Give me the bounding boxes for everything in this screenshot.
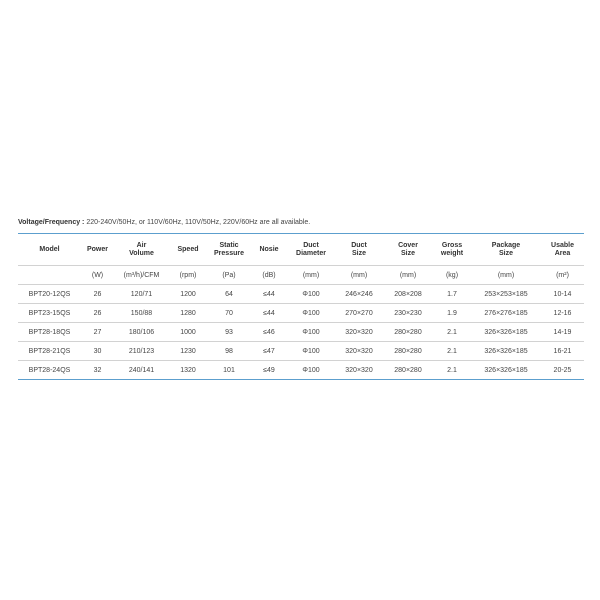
- table-cell: 208×208: [383, 285, 433, 304]
- unit-cell: (rpm): [169, 266, 207, 285]
- table-cell: 64: [207, 285, 251, 304]
- table-cell: 326×326×185: [471, 323, 541, 342]
- table-cell: 326×326×185: [471, 361, 541, 380]
- model-cell: BPT20-12QS: [18, 285, 81, 304]
- table-cell: Φ100: [287, 304, 335, 323]
- unit-cell: (mm): [287, 266, 335, 285]
- table-cell: 1320: [169, 361, 207, 380]
- table-cell: 2.1: [433, 361, 471, 380]
- units-row: [18, 266, 584, 285]
- model-cell: BPT23-15QS: [18, 304, 81, 323]
- voltage-frequency-label: Voltage/Frequency :: [18, 219, 85, 226]
- header-speed: Speed: [169, 234, 207, 266]
- table-cell: 326×326×185: [471, 342, 541, 361]
- header-noise: Nosie: [251, 234, 287, 266]
- table-cell: 253×253×185: [471, 285, 541, 304]
- table-cell: 14-19: [541, 323, 584, 342]
- table-cell: 1000: [169, 323, 207, 342]
- table-cell: 93: [207, 323, 251, 342]
- table-cell: 270×270: [335, 304, 383, 323]
- table-cell: 101: [207, 361, 251, 380]
- table-cell: 320×320: [335, 342, 383, 361]
- table-cell: 12-16: [541, 304, 584, 323]
- header-air-volume: Air Volume: [114, 234, 169, 266]
- table-cell: 246×246: [335, 285, 383, 304]
- table-cell: ≤46: [251, 323, 287, 342]
- table-cell: 10-14: [541, 285, 584, 304]
- table-cell: Φ100: [287, 285, 335, 304]
- table-cell: 180/106: [114, 323, 169, 342]
- model-cell: BPT28-18QS: [18, 323, 81, 342]
- table-cell: Φ100: [287, 323, 335, 342]
- table-cell: ≤44: [251, 285, 287, 304]
- table-cell: 70: [207, 304, 251, 323]
- unit-cell: (Pa): [207, 266, 251, 285]
- voltage-frequency-text: 220-240V/50Hz, or 110V/60Hz, 110V/50Hz, 220V/60Hz are all available.: [84, 219, 311, 226]
- spec-table: [18, 233, 584, 380]
- table-cell: Φ100: [287, 361, 335, 380]
- table-cell: 27: [81, 323, 114, 342]
- header-model: Model: [18, 234, 81, 266]
- unit-cell: (mm): [383, 266, 433, 285]
- table-cell: Φ100: [287, 342, 335, 361]
- table-cell: 230×230: [383, 304, 433, 323]
- table-cell: 1280: [169, 304, 207, 323]
- table-cell: 30: [81, 342, 114, 361]
- model-cell: BPT28-24QS: [18, 361, 81, 380]
- table-cell: ≤44: [251, 304, 287, 323]
- table-cell: 210/123: [114, 342, 169, 361]
- model-cell: BPT28-21QS: [18, 342, 81, 361]
- unit-cell: (dB): [251, 266, 287, 285]
- table-cell: 280×280: [383, 361, 433, 380]
- table-cell: 280×280: [383, 323, 433, 342]
- header-package-size: Package Size: [471, 234, 541, 266]
- table-cell: 120/71: [114, 285, 169, 304]
- table-cell: 2.1: [433, 323, 471, 342]
- table-row: [18, 304, 584, 323]
- table-cell: 1200: [169, 285, 207, 304]
- unit-cell: (m²): [541, 266, 584, 285]
- header-duct-size: Duct Size: [335, 234, 383, 266]
- unit-cell: (mm): [471, 266, 541, 285]
- table-row: [18, 285, 584, 304]
- table-cell: 1.7: [433, 285, 471, 304]
- header-static-pressure: Static Pressure: [207, 234, 251, 266]
- table-cell: 32: [81, 361, 114, 380]
- unit-cell: (m³/h)/CFM: [114, 266, 169, 285]
- header-duct-diameter: Duct Diameter: [287, 234, 335, 266]
- table-cell: 150/88: [114, 304, 169, 323]
- table-cell: 16-21: [541, 342, 584, 361]
- table-cell: 2.1: [433, 342, 471, 361]
- table-cell: 320×320: [335, 361, 383, 380]
- unit-cell: [18, 266, 81, 285]
- table-cell: 20-25: [541, 361, 584, 380]
- table-cell: 98: [207, 342, 251, 361]
- table-cell: 276×276×185: [471, 304, 541, 323]
- unit-cell: (mm): [335, 266, 383, 285]
- voltage-frequency-note: [18, 219, 310, 226]
- table-cell: 240/141: [114, 361, 169, 380]
- table-cell: 26: [81, 304, 114, 323]
- table-cell: ≤49: [251, 361, 287, 380]
- table-body: [18, 266, 584, 380]
- table-header: [18, 234, 584, 266]
- table-cell: 320×320: [335, 323, 383, 342]
- table-cell: 26: [81, 285, 114, 304]
- table-row: [18, 342, 584, 361]
- header-row: [18, 234, 584, 266]
- header-power: Power: [81, 234, 114, 266]
- table-row: [18, 361, 584, 380]
- header-usable-area: Usable Area: [541, 234, 584, 266]
- table-cell: ≤47: [251, 342, 287, 361]
- table-cell: 1230: [169, 342, 207, 361]
- header-cover-size: Cover Size: [383, 234, 433, 266]
- unit-cell: (kg): [433, 266, 471, 285]
- unit-cell: (W): [81, 266, 114, 285]
- table-cell: 1.9: [433, 304, 471, 323]
- table-row: [18, 323, 584, 342]
- table-cell: 280×280: [383, 342, 433, 361]
- header-gross-weight: Gross weight: [433, 234, 471, 266]
